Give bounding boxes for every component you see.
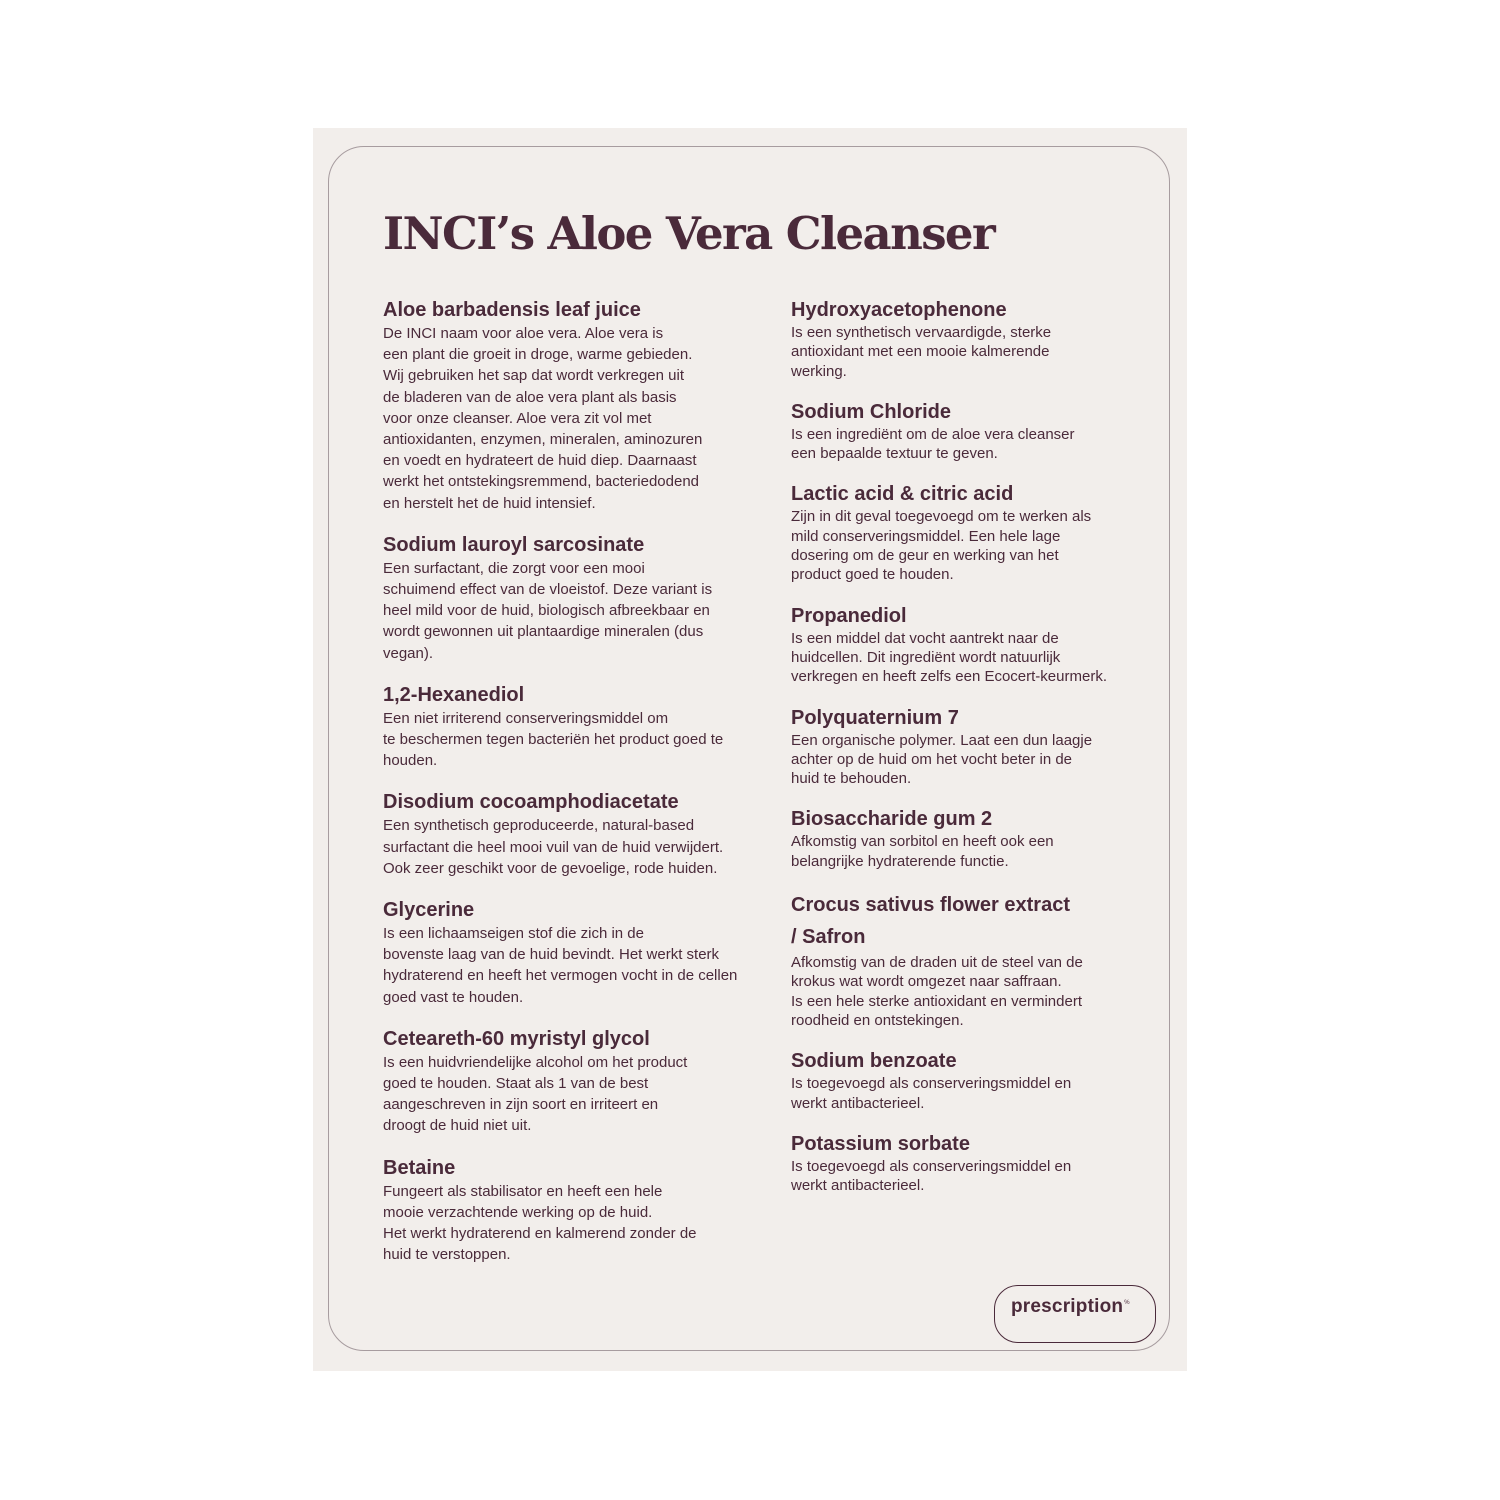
ingredient-entry [383, 1026, 773, 1137]
ingredient-description: Een organische polymer. Laat een dun laagje achter op de huid om het vocht beter in de huid te behouden. [791, 731, 1093, 788]
ingredient-name: Sodium benzoate [791, 1050, 957, 1073]
right-column [791, 297, 1141, 1195]
ingredient-entry [383, 1155, 773, 1266]
ingredient-description: Fungeert als stabilisator en heeft een hele mooie verzachtende werking op de huid. Het werkt hydraterend en kalmerend zonder de huid te verstoppen. [383, 1182, 697, 1264]
ingredient-name: Aloe barbadensis leaf juice [383, 299, 641, 321]
ingredient-sheet [313, 128, 1187, 1371]
ingredient-entry [791, 603, 1141, 687]
ingredient-name: Sodium Chloride [791, 400, 951, 423]
ingredient-name: Glycerine [383, 899, 475, 922]
ingredient-description: Een niet irriterend conserveringsmiddel om te beschermen tegen bacteriën het product goed te houden. [383, 709, 724, 770]
ingredient-name: Betaine [383, 1156, 456, 1179]
ingredient-description: Is toegevoegd als conserveringsmiddel en werkt antibacterieel. [791, 1157, 1072, 1195]
ingredient-description: Is een middel dat vocht aantrekt naar de huidcellen. Dit ingrediënt wordt natuurlijk verkregen en heeft zelfs een Ecocert-keurmerk. [791, 629, 1107, 686]
ingredient-entry [791, 705, 1141, 789]
ingredient-description: Is een ingrediënt om de aloe vera cleanser een bepaalde textuur te geven. [791, 425, 1075, 463]
ingredient-name: Ceteareth-60 myristyl glycol [383, 1027, 650, 1050]
ingredient-name: Sodium lauroyl sarcosinate [383, 533, 645, 556]
ingredient-description: De INCI naam voor aloe vera. Aloe vera is een plant die groeit in droge, warme gebieden. Wij gebruiken het sap dat wordt verkregen uit de bladeren van de aloe vera plant als basis voor onze cleanser. Aloe vera zit vol met antioxidanten, enzymen, mineralen, aminozuren en voedt en hydrateert de huid diep. Daarnaast werkt het ontstekingsremmend, bacteriedodend en herstelt het de huid intensief. [383, 325, 703, 512]
brand-logo-text: prescription [1011, 1296, 1124, 1317]
ingredient-name: Biosaccharide gum 2 [791, 808, 993, 831]
ingredient-description: Is een synthetisch vervaardigde, sterke antioxidant met een mooie kalmerende werking. [791, 324, 1052, 380]
left-column [383, 297, 773, 1266]
ingredient-entry [791, 1048, 1141, 1113]
ingredient-entry [791, 297, 1141, 381]
ingredient-name: Disodium cocoamphodiacetate [383, 791, 679, 814]
ingredient-description: Een surfactant, die zorgt voor een mooi schuimend effect van de vloeistof. Deze variant is heel mild voor de huid, biologisch afbreekbaar en wordt gewonnen uit plantaardige mineralen (dus vegan). [383, 559, 713, 662]
ingredient-name: Polyquaternium 7 [791, 706, 959, 729]
ingredient-name: Crocus sativus flower extract / Safron [791, 894, 1070, 949]
ingredient-name: Hydroxyacetophenone [791, 299, 1007, 321]
ingredient-description: Afkomstig van sorbitol en heeft ook een belangrijke hydraterende functie. [791, 833, 1054, 870]
ingredient-description: Is toegevoegd als conserveringsmiddel en werkt antibacterieel. [791, 1075, 1072, 1112]
page-title: INCI’s Aloe Vera Cleanser [383, 207, 995, 260]
ingredient-description: Een synthetisch geproduceerde, natural-based surfactant die heel mooi vuil van de huid verwijdert. Ook zeer geschikt voor de gevoelige, rode huiden. [383, 817, 724, 877]
brand-logo-mark: % [1124, 1300, 1130, 1306]
ingredient-entry [383, 897, 773, 1008]
ingredient-entry [383, 297, 773, 514]
ingredient-entry [791, 399, 1141, 464]
ingredient-entry [791, 889, 1141, 1030]
ingredient-name: Lactic acid & citric acid [791, 483, 1014, 506]
ingredient-entry [791, 481, 1141, 584]
ingredient-entry [383, 682, 773, 772]
ingredient-description: Afkomstig van de draden uit de steel van de krokus wat wordt omgezet naar saffraan. Is een hele sterke antioxidant en vermindert roodheid en ontstekingen. [791, 954, 1083, 1029]
ingredient-description: Is een lichaamseigen stof die zich in de bovenste laag van de huid bevindt. Het werkt sterk hydraterend en heeft het vermogen vocht in de cellen goed vast te houden. [383, 925, 738, 1006]
brand-logo [994, 1285, 1156, 1343]
ingredient-name: 1,2-Hexanediol [383, 683, 525, 706]
card-frame [328, 146, 1170, 1351]
ingredient-entry [791, 1131, 1141, 1196]
ingredient-description: Zijn in dit geval toegevoegd om te werken als mild conserveringsmiddel. Een hele lage dosering om de geur en werking van het product goed te houden. [791, 508, 1092, 584]
ingredient-entry [383, 789, 773, 879]
ingredient-entry [383, 532, 773, 664]
ingredient-name: Propanediol [791, 604, 907, 627]
ingredient-description: Is een huidvriendelijke alcohol om het product goed te houden. Staat als 1 van de best aangeschreven in zijn soort en irriteert en droogt de huid niet uit. [383, 1053, 688, 1135]
ingredient-name: Potassium sorbate [791, 1132, 970, 1155]
ingredient-entry [791, 806, 1141, 871]
